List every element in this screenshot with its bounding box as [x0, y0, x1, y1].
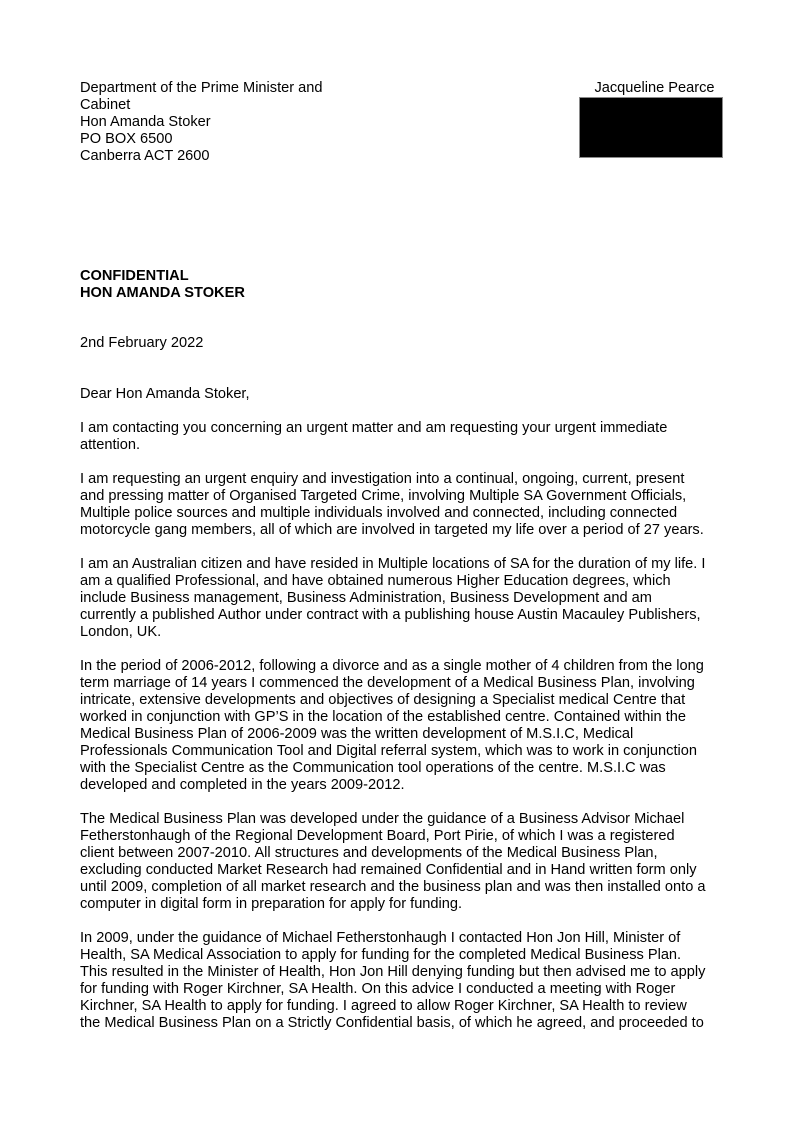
- paragraph: [80, 556, 720, 641]
- recipient-line: Hon Amanda Stoker: [80, 114, 211, 130]
- paragraph: [80, 930, 720, 1032]
- salutation: Dear Hon Amanda Stoker,: [80, 386, 250, 402]
- letter-body: [80, 386, 720, 1049]
- paragraph-line: This resulted in the Minister of Health, Hon Jon Hill denying funding but then advised me to apply: [80, 964, 706, 980]
- paragraph-line: I am an Australian citizen and have resided in Multiple locations of SA for the duration of my life. I: [80, 556, 706, 572]
- paragraph: [80, 811, 720, 913]
- paragraph-line: am a qualified Professional, and have obtained numerous Higher Education degrees, which: [80, 573, 671, 589]
- paragraph-line: developed and completed in the years 2009-2012.: [80, 777, 405, 793]
- paragraph-line: Fetherstonhaugh of the Regional Development Board, Port Pirie, of which I was a registered: [80, 828, 675, 844]
- paragraph-line: worked in conjunction with GP’S in the location of the established centre. Contained within the: [80, 709, 686, 725]
- confidential-label: CONFIDENTIAL: [80, 268, 189, 284]
- paragraph-line: In the period of 2006-2012, following a divorce and as a single mother of 4 children from the long: [80, 658, 704, 674]
- sender-name: Jacqueline Pearce: [594, 80, 715, 96]
- paragraph-line: excluding conducted Market Research had remained Confidential and in Hand written form only: [80, 862, 697, 878]
- paragraph-line: with the Specialist Centre as the Communication tool operations of the centre. M.S.I.C was: [80, 760, 666, 776]
- recipient-address: [80, 80, 400, 165]
- paragraph: [80, 658, 720, 794]
- paragraph-line: for funding with Roger Kirchner, SA Health. On this advice I conducted a meeting with Roger: [80, 981, 676, 997]
- letter-date: 2nd February 2022: [80, 335, 204, 351]
- paragraph-line: term marriage of 14 years I commenced the development of a Medical Business Plan, involving: [80, 675, 695, 691]
- paragraph-line: motorcycle gang members, all of which are involved in targeted my life over a period of 27 years.: [80, 522, 704, 538]
- paragraph-line: In 2009, under the guidance of Michael Fetherstonhaugh I contacted Hon Jon Hill, Minister of: [80, 930, 681, 946]
- redacted-sender-address: [579, 97, 723, 158]
- paragraph: [80, 420, 720, 454]
- sender-block: [579, 80, 724, 158]
- paragraph: [80, 471, 720, 539]
- paragraph-line: intricate, extensive developments and objectives of designing a Specialist medical Centre that: [80, 692, 686, 708]
- paragraph-line: until 2009, completion of all market research and the business plan and was then installed onto a: [80, 879, 706, 895]
- paragraph-line: I am contacting you concerning an urgent matter and am requesting your urgent immediate: [80, 420, 668, 436]
- subject-heading: [80, 268, 245, 302]
- paragraph-line: London, UK.: [80, 624, 162, 640]
- paragraph-line: include Business management, Business Administration, Business Development and am: [80, 590, 652, 606]
- paragraph-line: attention.: [80, 437, 141, 453]
- recipient-line: Cabinet: [80, 97, 131, 113]
- paragraph-line: I am requesting an urgent enquiry and investigation into a continual, ongoing, current, present: [80, 471, 685, 487]
- paragraph-line: Health, SA Medical Association to apply for funding for the completed Medical Business Plan.: [80, 947, 682, 963]
- paragraph-line: The Medical Business Plan was developed under the guidance of a Business Advisor Michael: [80, 811, 685, 827]
- addressee-heading: HON AMANDA STOKER: [80, 285, 245, 301]
- paragraph-line: and pressing matter of Organised Targeted Crime, involving Multiple SA Government Officials,: [80, 488, 687, 504]
- paragraph-line: the Medical Business Plan on a Strictly Confidential basis, of which he agreed, and proceeded to: [80, 1015, 704, 1031]
- paragraph-line: computer in digital form in preparation for apply for funding.: [80, 896, 463, 912]
- recipient-line: PO BOX 6500: [80, 131, 173, 147]
- paragraph-line: Medical Business Plan of 2006-2009 was the written development of M.S.I.C, Medical: [80, 726, 634, 742]
- paragraph-line: Professionals Communication Tool and Digital referral system, which was to work in conjunction: [80, 743, 697, 759]
- paragraph-line: client between 2007-2010. All structures and developments of the Medical Business Plan,: [80, 845, 658, 861]
- paragraph-line: Multiple police sources and multiple individuals involved and connected, including connected: [80, 505, 678, 521]
- recipient-line: Department of the Prime Minister and: [80, 80, 323, 96]
- recipient-line: Canberra ACT 2600: [80, 148, 210, 164]
- paragraph-line: Kirchner, SA Health to apply for funding. I agreed to allow Roger Kirchner, SA Health to review: [80, 998, 687, 1014]
- paragraph-line: currently a published Author under contract with a publishing house Austin Macauley Publishers,: [80, 607, 701, 623]
